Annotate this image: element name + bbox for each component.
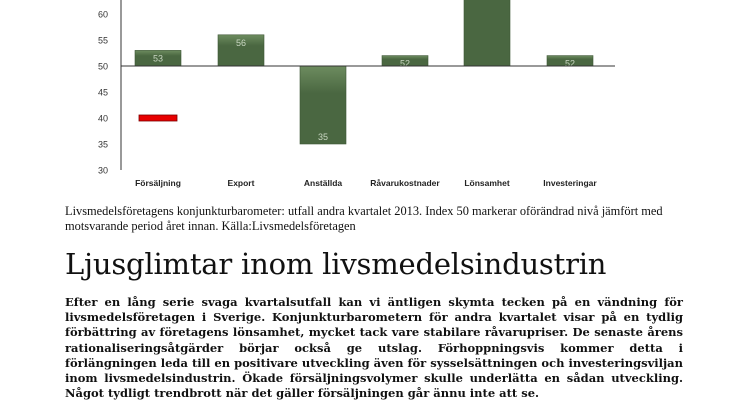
previous-quarter-marker <box>139 115 177 121</box>
bar-value-label: 53 <box>152 53 164 64</box>
x-tick-label: Försäljning <box>135 178 181 188</box>
article-ingress: Efter en lång serie svaga kvartalsutfall kan vi äntligen skymta tecken på en vändning för livsmedelsföretagen i Sverige. Konjunkturbarometern för andra kvartalet visar på en tydlig förbättring av företagens lönsamhet, mycket tack vare stabilare råvarupriser. De senaste årens rationaliseringsåtgärder börjar också ge utslag. Förhoppningsvis kommer detta i förlängningen leda till en positivare utveckling även för sysselsättningen och investeringsviljan inom livsmedelsindustrin. Ökade försäljningsvolymer skulle underlätta en sådan utveckling. Något tydligt trendbrott när det gäller försäljningen går ännu inte att se. <box>65 295 683 401</box>
x-tick-label: Råvarukostnader <box>370 178 440 188</box>
y-tick-label: 60 <box>97 9 108 20</box>
x-tick-label: Investeringar <box>543 178 597 188</box>
article-headline: Ljusglimtar inom livsmedelsindustrin <box>65 247 607 281</box>
y-tick-label: 40 <box>97 113 108 124</box>
x-tick-label: Lönsamhet <box>464 178 510 188</box>
chart-caption: Livsmedelsföretagens konjunkturbarometer: utfall andra kvartalet 2013. Index 50 markerar oförändrad nivå jämfört med motsvarande period året innan. Källa:Livsmedelsföretagen <box>65 204 663 233</box>
x-tick-label: Export <box>227 178 255 188</box>
y-tick-label: 30 <box>97 165 108 176</box>
y-tick-label: 50 <box>97 61 108 72</box>
bar-4 <box>464 0 510 66</box>
y-tick-label: 35 <box>97 139 108 150</box>
x-tick-label: Anställda <box>303 178 343 188</box>
bar-value-label: 52 <box>399 58 411 69</box>
bar-value-label: 35 <box>317 132 329 142</box>
bar-value-label: 52 <box>564 58 576 69</box>
bar-value-label: 56 <box>235 37 247 48</box>
barometer-chart <box>0 0 746 200</box>
y-tick-label: 45 <box>97 87 108 98</box>
y-tick-label: 55 <box>97 35 108 46</box>
